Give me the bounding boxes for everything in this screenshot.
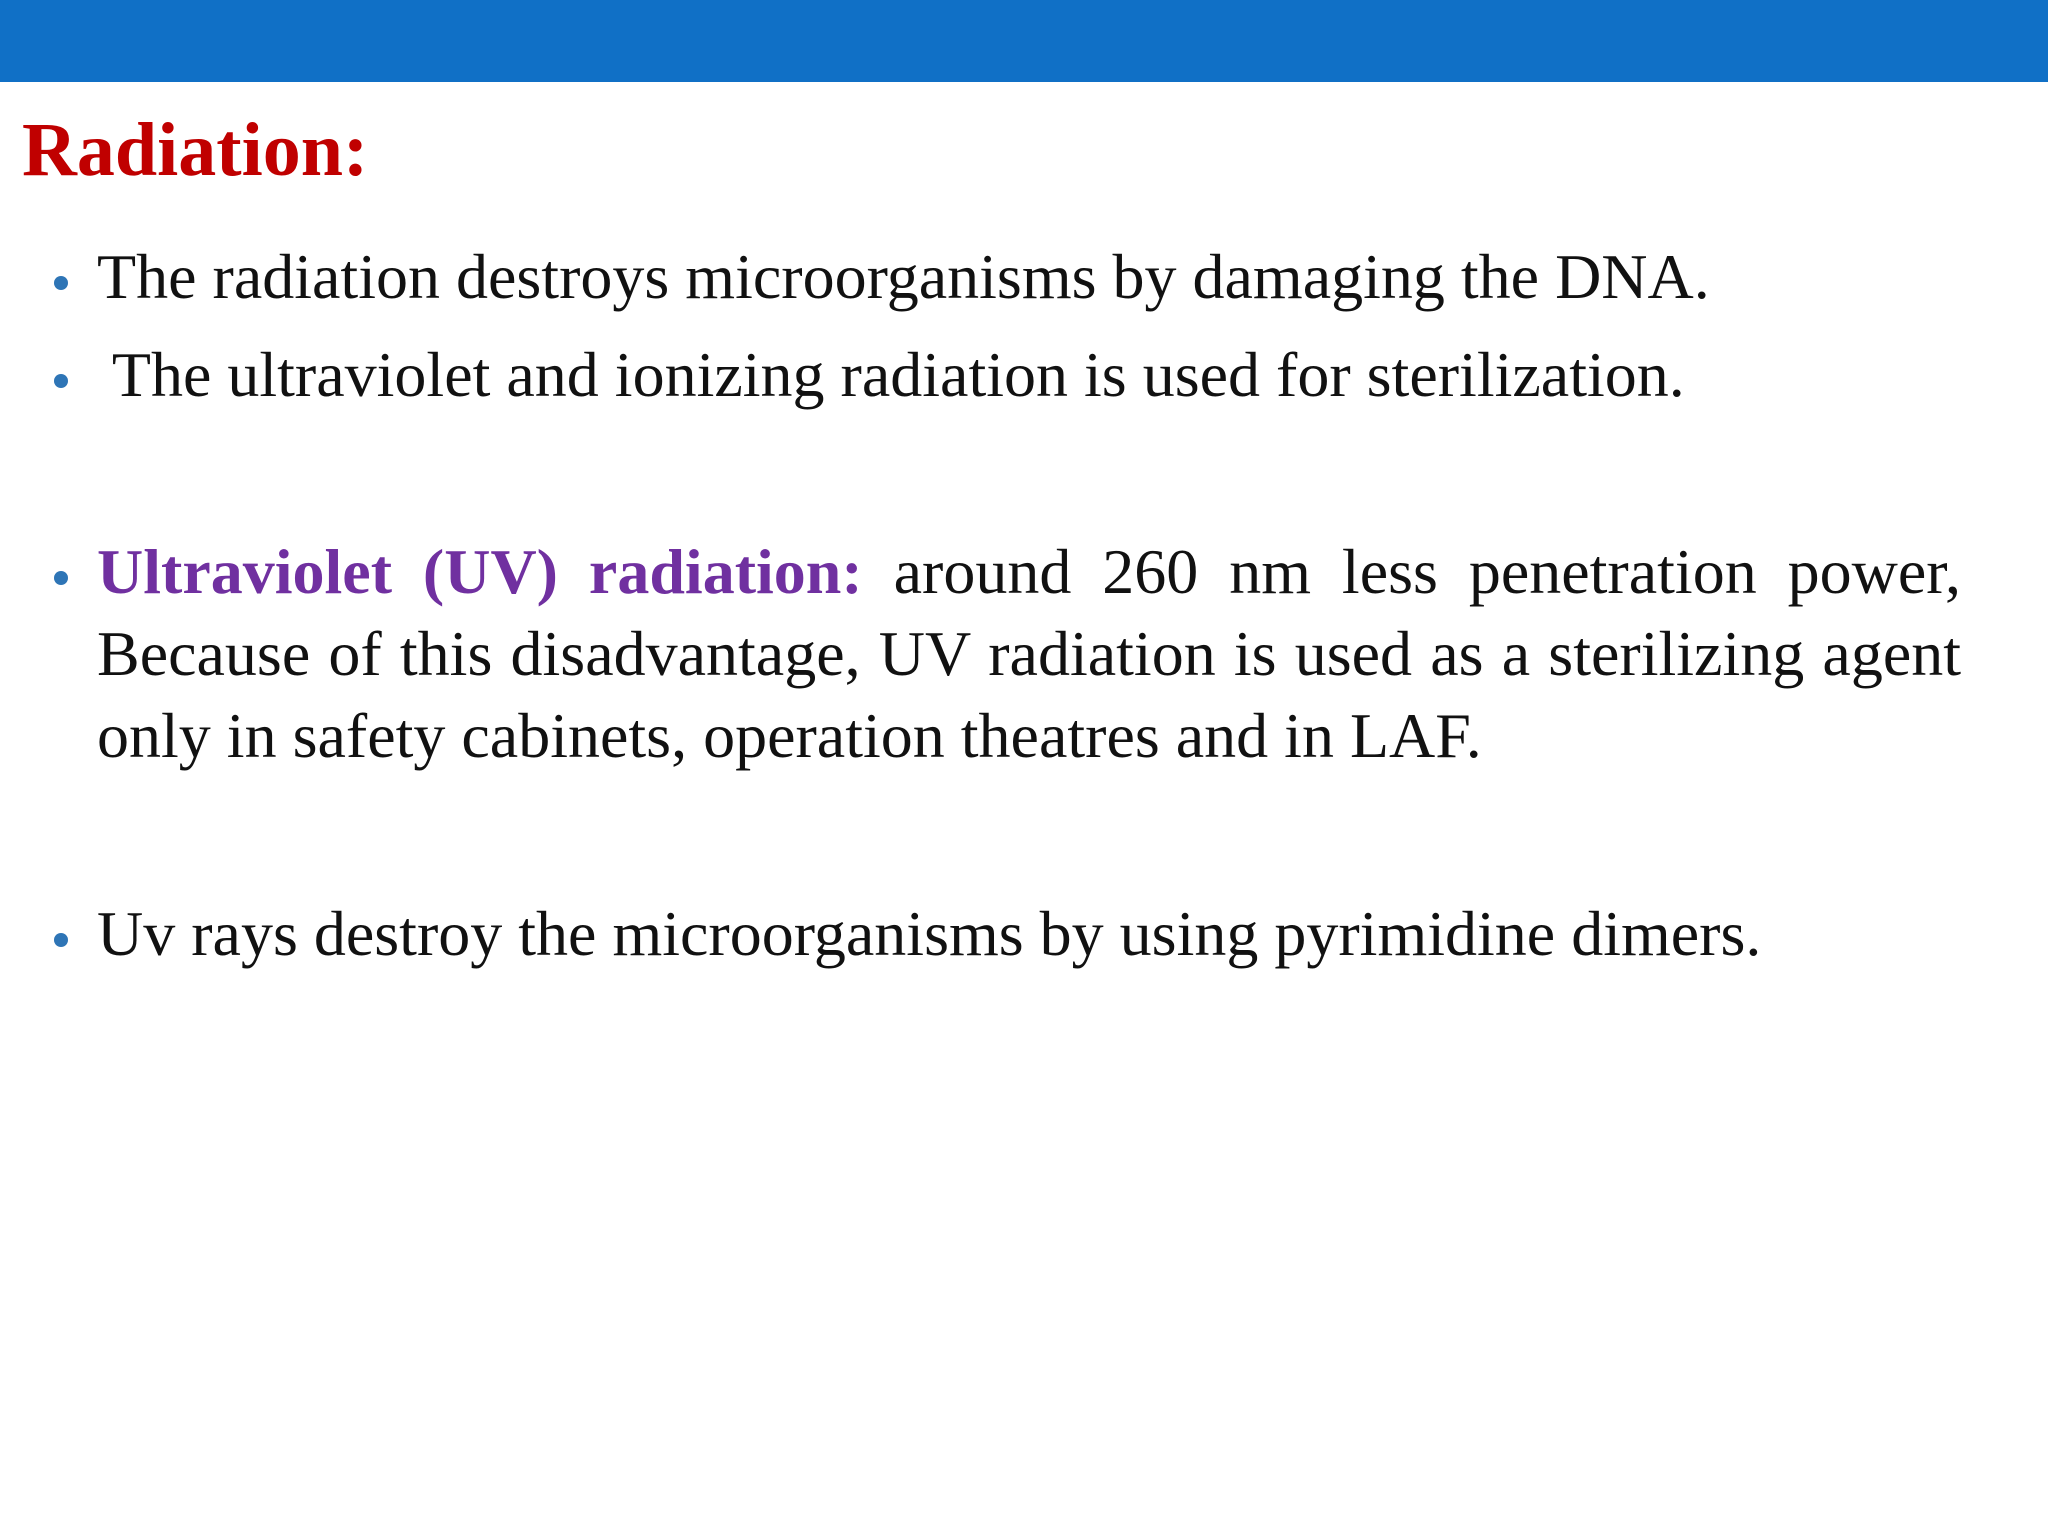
bullet-dot-icon [54,276,68,290]
bullet-dot-icon [54,571,68,585]
uv-radiation-heading: Ultraviolet (UV) radiation: [97,536,863,607]
bullet-text: The ultraviolet and ionizing radiation is used for sterilization. [97,339,1685,410]
bullet-text: Uv rays destroy the microorganisms by using pyrimidine dimers. [97,898,1762,969]
slide-title: Radiation: [22,108,369,192]
bullet-dot-icon [54,374,68,388]
bullet-text [97,531,1961,777]
top-accent-bar [0,0,2048,82]
bullet-text: The radiation destroys microorganisms by damaging the DNA. [97,241,1710,312]
bullet-dot-icon [54,933,68,947]
uv-radiation-description: around 260 nm less penetration power, Because of this disadvantage, UV radiation is used as a sterilizing agent only in safety cabinets, operation theatres and in LAF. [97,536,1962,771]
